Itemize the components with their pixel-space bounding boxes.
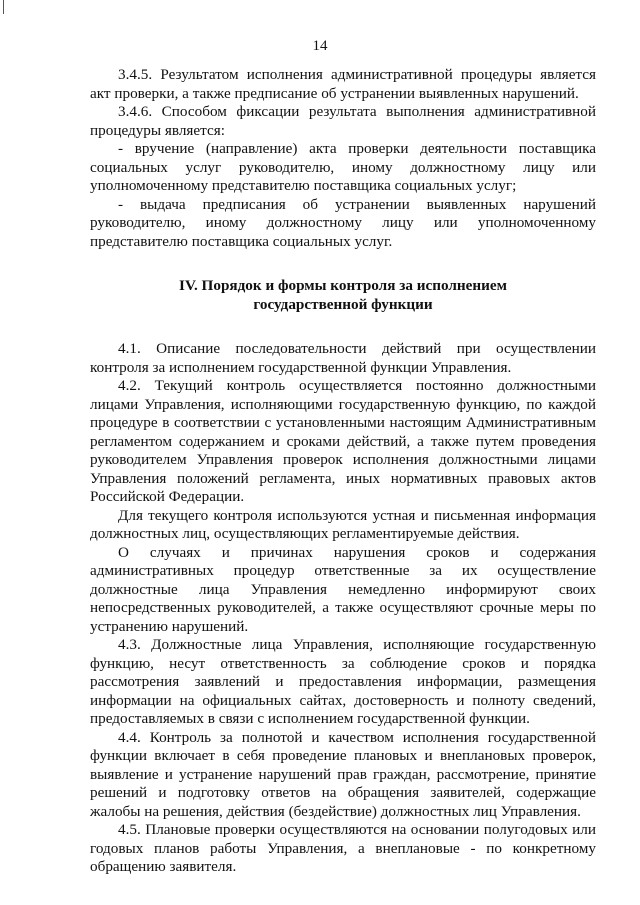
section-heading-line-2: государственной функции [253,295,433,313]
scan-margin-mark [3,0,4,14]
paragraph-4-2-violations: О случаях и причинах нарушения сроков и содержания административных процедур ответственные за их осуществление должностные лица Управления немедленно информируют своих непосредственных руководителей, а также осуществляют срочные меры по устранению нарушений. [90,543,596,635]
section-heading [90,277,596,314]
paragraph-3-4-5: 3.4.5. Результатом исполнения административной процедуры является акт проверки, а также предписание об устранении выявленных нарушений. [90,66,596,102]
paragraph-4-2: 4.2. Текущий контроль осуществляется постоянно должностными лицами Управления, исполняющими государственную функцию, по каждой процедуре в соответствии с установленными настоящим Административным регламентом содержанием и сроками действий, а также путем проведения руководителем Управления проверок исполнения должностными лицами Управления положений регламента, иных нормативных правовых актов Российской Федерации. [90,377,596,505]
paragraph-4-2-info: Для текущего контроля используются устная и письменная информация должностных лиц, осуществляющих регламентируемые действия. [90,506,596,542]
bullet-item: - вручение (направление) акта проверки деятельности поставщика социальных услуг руководителю, иному должностному лицу или уполномоченному представителю поставщика социальных услуг; [90,140,596,194]
page-number: 14 [312,38,328,54]
paragraph-4-5: 4.5. Плановые проверки осуществляются на основании полугодовых или годовых планов работы Управления, а внеплановые - по конкретному обращению заявителя. [90,821,596,875]
paragraph-4-4: 4.4. Контроль за полнотой и качеством исполнения государственной функции включает в себя проведение плановых и внеплановых проверок, выявление и устранение нарушений прав граждан, рассмотрение, принятие решений и подготовку ответов на обращения заявителей, содержащие жалобы на решения, действия (бездействие) должностных лиц Управления. [90,728,596,820]
document-body [90,66,596,877]
paragraph-4-1: 4.1. Описание последовательности действий при осуществлении контроля за исполнением государственной функции Управления. [90,340,596,376]
section-heading-line-1: IV. Порядок и формы контроля за исполнением [179,277,507,294]
bullet-item: - выдача предписания об устранении выявленных нарушений руководителю, иному должностному лицу или уполномоченному представителю поставщика социальных услуг. [90,195,596,250]
paragraph-3-4-6: 3.4.6. Способом фиксации результата выполнения административной процедуры является: [90,103,596,139]
paragraph-4-3: 4.3. Должностные лица Управления, исполняющие государственную функцию, несут ответственность за соблюдение сроков и порядка рассмотрения заявлений и предоставления информации, размещения информации на официальных сайтах, достоверность и полноту сведений, предоставляемых в связи с исполнением государственной функции. [90,636,596,727]
